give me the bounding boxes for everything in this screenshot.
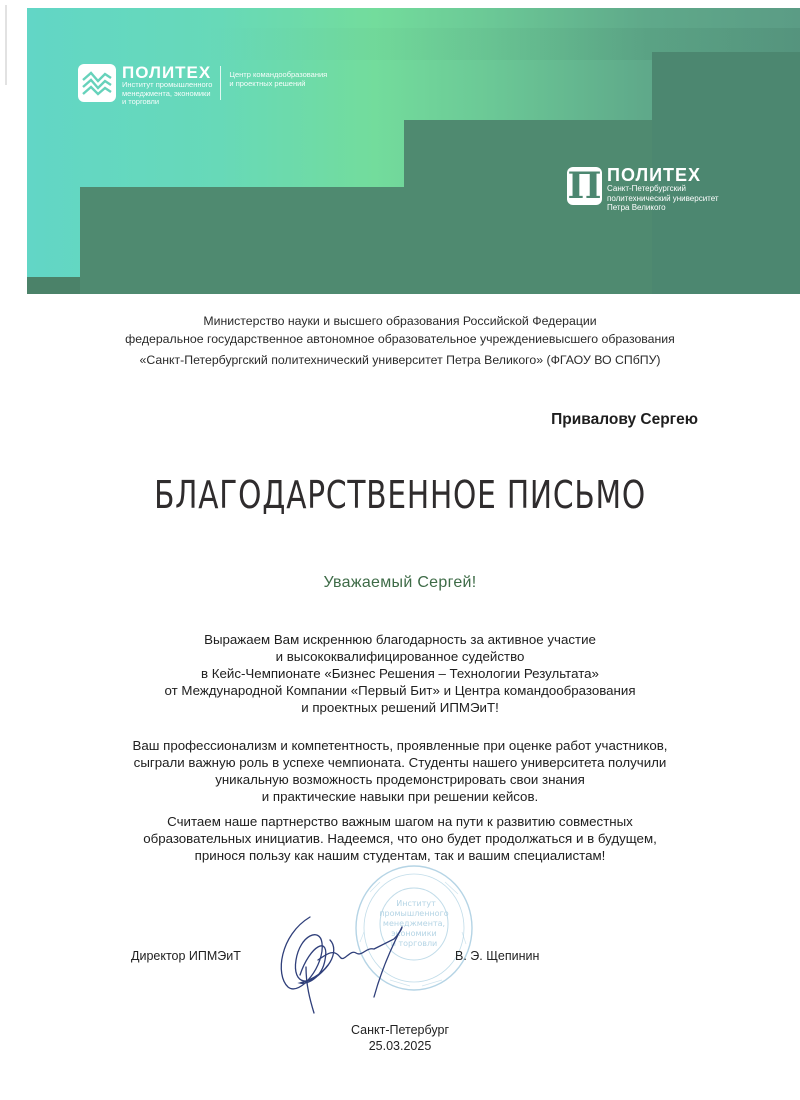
institute-logo <box>78 64 327 107</box>
paragraph-line: Ваш профессионализм и компетентность, проявленные при оценке работ участников, <box>132 738 668 753</box>
paragraph-line: сыграли важную роль в успехе чемпионата. Студенты нашего университета получили <box>133 755 667 770</box>
signature <box>270 905 420 1020</box>
place-and-date <box>0 1022 800 1054</box>
greeting: Уважаемый Сергей! <box>323 574 477 591</box>
center-name-2: и проектных решений <box>229 79 306 88</box>
ministry-header <box>0 312 800 369</box>
header-band <box>27 8 800 294</box>
paragraph-line: Выражаем Вам искреннюю благодарность за активное участие <box>204 632 596 647</box>
ministry-line-2: федеральное государственное автономное образовательное учреждениевысшего образования <box>125 332 675 346</box>
university-subtitle-3: Петра Великого <box>607 203 666 212</box>
city: Санкт-Петербург <box>350 1023 450 1037</box>
signer-role: Директор ИПМЭиТ <box>131 949 241 963</box>
date: 25.03.2025 <box>368 1039 432 1053</box>
institute-subtitle-1: Институт промышленного <box>122 80 213 89</box>
svg-text:менеджмента,: менеджмента, <box>382 919 446 928</box>
paragraph-line: в Кейс-Чемпионате «Бизнес Решения – Технологии Результата» <box>201 666 599 681</box>
paragraph-line: и высококвалифицированное судейство <box>275 649 525 664</box>
paragraph-2 <box>0 737 800 805</box>
svg-text:и торговли: и торговли <box>390 939 438 948</box>
paragraph-line: принося пользу как нашим студентам, так и вашим специалистам! <box>194 848 606 863</box>
svg-text:промышленного: промышленного <box>379 909 449 918</box>
pi-letter-icon: П <box>567 165 602 207</box>
ministry-line-1: Министерство науки и высшего образования Российской Федерации <box>203 314 597 328</box>
paragraph-3 <box>0 813 800 864</box>
institute-subtitle-2: менеджмента, экономики <box>122 88 211 98</box>
logo-divider <box>220 66 221 100</box>
paragraph-line: и практические навыки при решении кейсов. <box>261 789 539 804</box>
recipient-name: Привалову Сергею <box>551 411 698 428</box>
svg-text:экономики: экономики <box>391 929 437 938</box>
paragraph-line: уникальную возможность продемонстрировать свои знания <box>215 772 585 787</box>
paragraph-1 <box>0 631 800 716</box>
university-brand: ПОЛИТЕХ <box>607 165 702 185</box>
center-name-1: Центр командообразования <box>229 70 328 79</box>
svg-text:Институт: Институт <box>396 899 436 908</box>
paragraph-line: образовательных инициатив. Надеемся, что оно будет продолжаться и в будущем, <box>143 831 657 846</box>
signer-name: В. Э. Щепинин <box>455 949 540 963</box>
paragraph-line: и проектных решений ИПМЭиТ! <box>301 700 499 715</box>
scan-edge <box>5 5 7 85</box>
paragraph-line: Считаем наше партнерство важным шагом на пути к развитию совместных <box>167 814 633 829</box>
document-title: БЛАГОДАРСТВЕННОЕ ПИСЬМО <box>154 473 646 517</box>
university-logo <box>567 167 719 213</box>
chart-lines-icon <box>78 64 116 102</box>
university-subtitle-2: политехнический университет <box>607 193 719 203</box>
university-subtitle-1: Санкт-Петербургский <box>607 184 687 193</box>
institute-subtitle-3: и торговли <box>122 97 160 106</box>
paragraph-line: от Международной Компании «Первый Бит» и Центра командообразования <box>164 683 636 698</box>
ministry-line-3: «Санкт-Петербургский политехнический университет Петра Великого» (ФГАОУ ВО СПбПУ) <box>139 353 661 367</box>
institute-brand: ПОЛИТЕХ <box>122 63 212 82</box>
